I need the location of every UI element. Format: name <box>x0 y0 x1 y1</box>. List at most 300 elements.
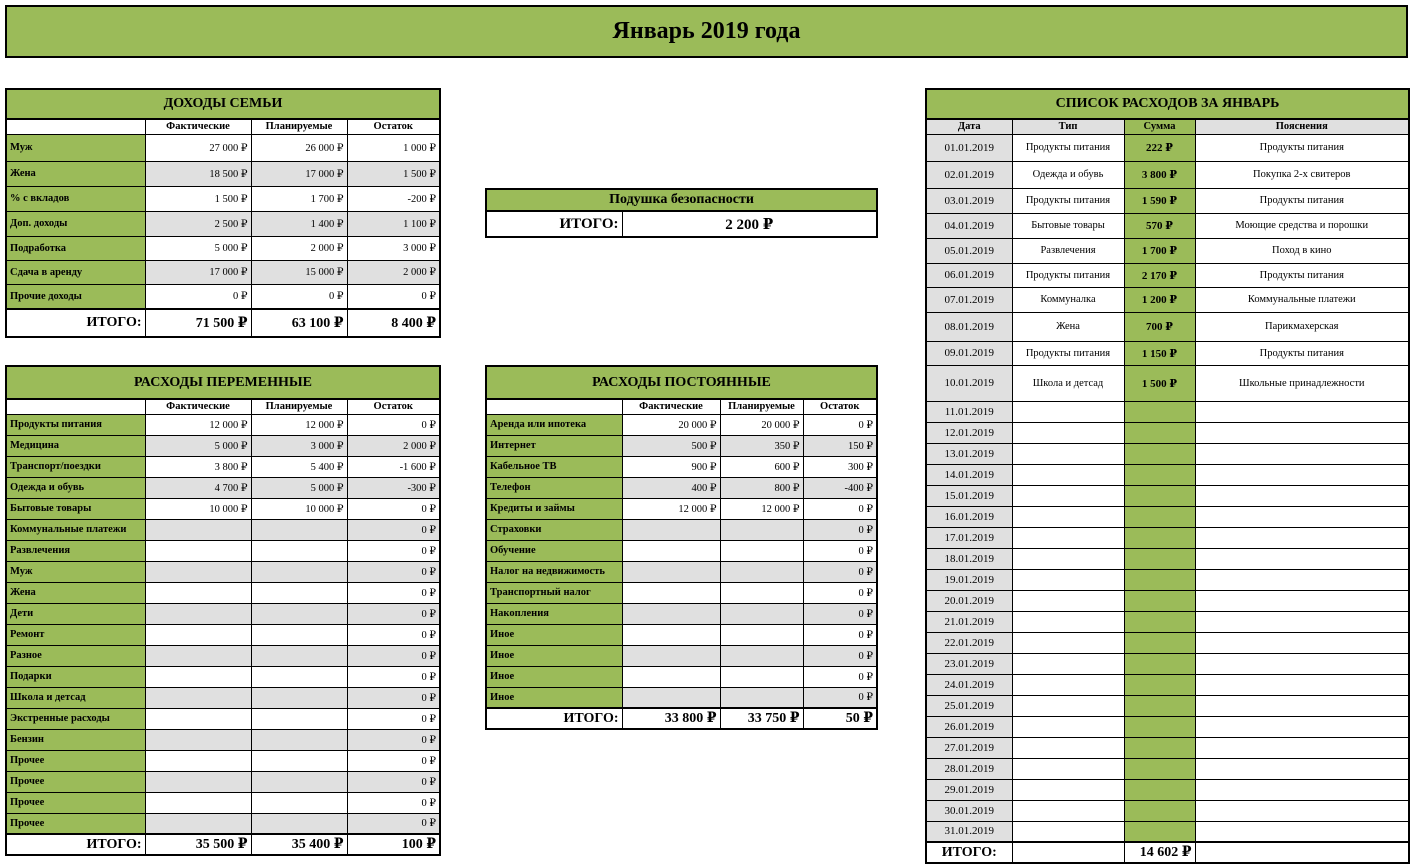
plan-cell[interactable] <box>720 687 803 708</box>
rest-cell: 300 ₽ <box>803 456 877 477</box>
sum-cell[interactable] <box>1124 800 1195 821</box>
row-label: Развлечения <box>6 540 145 561</box>
type-cell[interactable] <box>1012 464 1124 485</box>
plan-cell[interactable]: 12 000 ₽ <box>251 414 347 435</box>
column-header: Сумма <box>1124 119 1195 134</box>
date-cell: 31.01.2019 <box>926 821 1012 842</box>
rest-cell: 0 ₽ <box>347 708 440 729</box>
note-cell[interactable] <box>1195 800 1409 821</box>
fact-cell[interactable]: 17 000 ₽ <box>145 260 251 284</box>
fact-cell[interactable] <box>145 792 251 813</box>
fact-cell[interactable]: 500 ₽ <box>622 435 720 456</box>
note-cell[interactable] <box>1195 737 1409 758</box>
note-cell[interactable] <box>1195 674 1409 695</box>
plan-cell[interactable]: 15 000 ₽ <box>251 260 347 284</box>
list-item <box>926 758 1409 779</box>
rest-cell: 0 ₽ <box>347 582 440 603</box>
fact-cell[interactable]: 27 000 ₽ <box>145 134 251 161</box>
sum-cell[interactable] <box>1124 485 1195 506</box>
rest-cell: 0 ₽ <box>347 750 440 771</box>
column-header: Пояснения <box>1195 119 1409 134</box>
list-item <box>926 188 1409 213</box>
note-cell[interactable] <box>1195 422 1409 443</box>
plan-cell[interactable] <box>720 645 803 666</box>
note-cell[interactable] <box>1195 464 1409 485</box>
plan-cell[interactable] <box>720 540 803 561</box>
row-label: Жена <box>6 582 145 603</box>
total-label: ИТОГО: <box>926 842 1012 863</box>
sum-cell[interactable] <box>1124 464 1195 485</box>
cushion-total-value[interactable]: 2 200 ₽ <box>622 211 877 237</box>
plan-cell[interactable]: 2 000 ₽ <box>251 236 347 260</box>
fact-cell[interactable] <box>145 540 251 561</box>
note-cell[interactable] <box>1195 485 1409 506</box>
row-label: Подработка <box>6 236 145 260</box>
note-cell[interactable] <box>1195 401 1409 422</box>
type-cell[interactable] <box>1012 737 1124 758</box>
plan-cell[interactable] <box>251 813 347 834</box>
fact-cell[interactable] <box>145 561 251 582</box>
fact-cell[interactable] <box>145 708 251 729</box>
sum-cell[interactable] <box>1124 758 1195 779</box>
column-header: Планируемые <box>720 399 803 414</box>
fact-cell[interactable] <box>622 582 720 603</box>
table-row <box>6 603 440 624</box>
plan-cell[interactable] <box>251 792 347 813</box>
type-cell[interactable] <box>1012 632 1124 653</box>
sum-cell[interactable]: 1 150 ₽ <box>1124 341 1195 365</box>
note-cell[interactable] <box>1195 653 1409 674</box>
plan-cell[interactable] <box>720 519 803 540</box>
type-cell[interactable] <box>1012 527 1124 548</box>
note-cell[interactable]: Продукты питания <box>1195 134 1409 161</box>
plan-cell[interactable]: 800 ₽ <box>720 477 803 498</box>
plan-cell[interactable] <box>251 666 347 687</box>
fact-cell[interactable]: 10 000 ₽ <box>145 498 251 519</box>
type-cell[interactable] <box>1012 443 1124 464</box>
plan-cell[interactable] <box>251 603 347 624</box>
rest-cell: 0 ₽ <box>347 729 440 750</box>
table-row <box>6 771 440 792</box>
sum-cell[interactable] <box>1124 716 1195 737</box>
list-item <box>926 506 1409 527</box>
note-cell[interactable] <box>1195 611 1409 632</box>
type-cell[interactable]: Бытовые товары <box>1012 213 1124 238</box>
note-cell[interactable]: Покупка 2-х свитеров <box>1195 161 1409 188</box>
row-label: Страховки <box>486 519 622 540</box>
list-item <box>926 779 1409 800</box>
note-cell[interactable] <box>1195 632 1409 653</box>
date-cell: 27.01.2019 <box>926 737 1012 758</box>
date-cell: 21.01.2019 <box>926 611 1012 632</box>
rest-cell: 0 ₽ <box>803 666 877 687</box>
total-plan: 63 100 ₽ <box>251 309 347 337</box>
row-label: Интернет <box>486 435 622 456</box>
note-cell[interactable] <box>1195 590 1409 611</box>
table-row <box>6 284 440 309</box>
table-row <box>6 792 440 813</box>
fact-cell[interactable]: 3 800 ₽ <box>145 456 251 477</box>
type-cell[interactable] <box>1012 821 1124 842</box>
type-cell[interactable] <box>1012 506 1124 527</box>
date-cell: 24.01.2019 <box>926 674 1012 695</box>
date-cell: 04.01.2019 <box>926 213 1012 238</box>
table-row <box>6 729 440 750</box>
rest-cell: 0 ₽ <box>803 687 877 708</box>
row-label: Экстренные расходы <box>6 708 145 729</box>
plan-cell[interactable]: 1 400 ₽ <box>251 211 347 236</box>
plan-cell[interactable] <box>251 645 347 666</box>
sum-cell[interactable] <box>1124 674 1195 695</box>
table-row <box>6 161 440 186</box>
column-header: Планируемые <box>251 399 347 414</box>
fact-cell[interactable]: 12 000 ₽ <box>145 414 251 435</box>
type-cell[interactable]: Продукты питания <box>1012 134 1124 161</box>
column-header: Тип <box>1012 119 1124 134</box>
note-cell[interactable]: Парикмахерская <box>1195 312 1409 341</box>
table-row <box>486 582 877 603</box>
sum-cell[interactable]: 3 800 ₽ <box>1124 161 1195 188</box>
column-header: Остаток <box>803 399 877 414</box>
fact-cell[interactable] <box>145 666 251 687</box>
list-item <box>926 312 1409 341</box>
row-label: Аренда или ипотека <box>486 414 622 435</box>
fact-cell[interactable]: 4 700 ₽ <box>145 477 251 498</box>
table-row <box>6 813 440 834</box>
fact-cell[interactable]: 400 ₽ <box>622 477 720 498</box>
date-cell: 23.01.2019 <box>926 653 1012 674</box>
column-header: Дата <box>926 119 1012 134</box>
row-label: % с вкладов <box>6 186 145 211</box>
fixed-header: РАСХОДЫ ПОСТОЯННЫЕ <box>486 366 877 399</box>
rest-cell: 0 ₽ <box>347 687 440 708</box>
table-row <box>6 134 440 161</box>
date-cell: 26.01.2019 <box>926 716 1012 737</box>
fact-cell[interactable]: 2 500 ₽ <box>145 211 251 236</box>
list-item <box>926 548 1409 569</box>
plan-cell[interactable]: 600 ₽ <box>720 456 803 477</box>
sum-cell[interactable]: 222 ₽ <box>1124 134 1195 161</box>
plan-cell[interactable]: 26 000 ₽ <box>251 134 347 161</box>
rest-cell: 2 000 ₽ <box>347 435 440 456</box>
rest-cell: -300 ₽ <box>347 477 440 498</box>
sum-cell[interactable] <box>1124 443 1195 464</box>
rest-cell: 0 ₽ <box>347 498 440 519</box>
sum-cell[interactable] <box>1124 422 1195 443</box>
fact-cell[interactable] <box>145 519 251 540</box>
sum-cell[interactable] <box>1124 527 1195 548</box>
row-label: Одежда и обувь <box>6 477 145 498</box>
plan-cell[interactable] <box>251 519 347 540</box>
rest-cell: 0 ₽ <box>347 771 440 792</box>
list-item <box>926 569 1409 590</box>
sum-cell[interactable]: 1 500 ₽ <box>1124 365 1195 401</box>
note-cell[interactable] <box>1195 716 1409 737</box>
rest-cell: 0 ₽ <box>803 498 877 519</box>
total-rest: 50 ₽ <box>803 708 877 729</box>
row-label: Бытовые товары <box>6 498 145 519</box>
fact-cell[interactable]: 0 ₽ <box>145 284 251 309</box>
fact-cell[interactable]: 900 ₽ <box>622 456 720 477</box>
sum-cell[interactable] <box>1124 506 1195 527</box>
table-row <box>6 477 440 498</box>
rest-cell: 1 100 ₽ <box>347 211 440 236</box>
list-item <box>926 674 1409 695</box>
sum-cell[interactable] <box>1124 821 1195 842</box>
sum-cell[interactable] <box>1124 401 1195 422</box>
cushion-table <box>485 188 878 238</box>
table-row <box>6 645 440 666</box>
column-header: Планируемые <box>251 119 347 134</box>
row-label: Иное <box>486 687 622 708</box>
fact-cell[interactable] <box>145 750 251 771</box>
plan-cell[interactable]: 350 ₽ <box>720 435 803 456</box>
fact-cell[interactable] <box>622 540 720 561</box>
note-cell[interactable] <box>1195 779 1409 800</box>
type-cell[interactable]: Коммуналка <box>1012 287 1124 312</box>
fact-cell[interactable]: 5 000 ₽ <box>145 435 251 456</box>
list-item <box>926 365 1409 401</box>
type-cell[interactable]: Жена <box>1012 312 1124 341</box>
date-cell: 29.01.2019 <box>926 779 1012 800</box>
fact-cell[interactable] <box>622 666 720 687</box>
list-item <box>926 134 1409 161</box>
plan-cell[interactable] <box>251 729 347 750</box>
row-label: Иное <box>486 624 622 645</box>
type-cell[interactable]: Одежда и обувь <box>1012 161 1124 188</box>
type-cell[interactable] <box>1012 611 1124 632</box>
rest-cell: 0 ₽ <box>347 645 440 666</box>
row-label: Ремонт <box>6 624 145 645</box>
note-cell[interactable]: Продукты питания <box>1195 263 1409 287</box>
type-cell[interactable] <box>1012 401 1124 422</box>
table-row <box>486 456 877 477</box>
note-cell[interactable]: Поход в кино <box>1195 238 1409 263</box>
fact-cell[interactable] <box>622 687 720 708</box>
plan-cell[interactable] <box>251 540 347 561</box>
plan-cell[interactable]: 20 000 ₽ <box>720 414 803 435</box>
row-label: Налог на недвижимость <box>486 561 622 582</box>
date-cell: 11.01.2019 <box>926 401 1012 422</box>
rest-cell: 0 ₽ <box>347 519 440 540</box>
note-cell[interactable] <box>1195 821 1409 842</box>
plan-cell[interactable] <box>720 603 803 624</box>
fact-cell[interactable] <box>145 729 251 750</box>
note-cell[interactable] <box>1195 548 1409 569</box>
type-cell[interactable] <box>1012 716 1124 737</box>
note-cell[interactable]: Продукты питания <box>1195 188 1409 213</box>
sum-cell[interactable] <box>1124 569 1195 590</box>
note-cell[interactable] <box>1195 695 1409 716</box>
table-row <box>6 561 440 582</box>
row-label: Продукты питания <box>6 414 145 435</box>
type-cell[interactable]: Развлечения <box>1012 238 1124 263</box>
list-item <box>926 443 1409 464</box>
list-item <box>926 632 1409 653</box>
sum-cell[interactable]: 570 ₽ <box>1124 213 1195 238</box>
note-cell[interactable] <box>1195 527 1409 548</box>
table-row <box>6 236 440 260</box>
plan-cell[interactable] <box>251 708 347 729</box>
table-row <box>486 603 877 624</box>
note-cell[interactable] <box>1195 443 1409 464</box>
fact-cell[interactable] <box>622 645 720 666</box>
date-cell: 08.01.2019 <box>926 312 1012 341</box>
plan-cell[interactable] <box>251 771 347 792</box>
fact-cell[interactable] <box>145 687 251 708</box>
table-row <box>6 582 440 603</box>
fact-cell[interactable] <box>145 645 251 666</box>
sum-cell[interactable]: 2 170 ₽ <box>1124 263 1195 287</box>
date-cell: 01.01.2019 <box>926 134 1012 161</box>
note-cell[interactable]: Коммунальные платежи <box>1195 287 1409 312</box>
plan-cell[interactable] <box>251 582 347 603</box>
rest-cell: 0 ₽ <box>803 582 877 603</box>
fact-cell[interactable]: 5 000 ₽ <box>145 236 251 260</box>
type-cell[interactable] <box>1012 758 1124 779</box>
plan-cell[interactable] <box>720 582 803 603</box>
total-plan: 35 400 ₽ <box>251 834 347 855</box>
table-row <box>486 498 877 519</box>
fact-cell[interactable] <box>145 624 251 645</box>
plan-cell[interactable]: 17 000 ₽ <box>251 161 347 186</box>
table-row <box>486 666 877 687</box>
note-cell[interactable]: Моющие средства и порошки <box>1195 213 1409 238</box>
fact-cell[interactable]: 1 500 ₽ <box>145 186 251 211</box>
page-title: Январь 2019 года <box>5 5 1408 58</box>
plan-cell[interactable]: 5 000 ₽ <box>251 477 347 498</box>
fact-cell[interactable]: 20 000 ₽ <box>622 414 720 435</box>
list-item <box>926 485 1409 506</box>
fact-cell[interactable] <box>145 771 251 792</box>
sum-cell[interactable] <box>1124 653 1195 674</box>
rest-cell: 2 000 ₽ <box>347 260 440 284</box>
row-label: Доп. доходы <box>6 211 145 236</box>
date-cell: 10.01.2019 <box>926 365 1012 401</box>
type-cell[interactable] <box>1012 485 1124 506</box>
cushion-header: Подушка безопасности <box>486 189 877 211</box>
type-cell[interactable] <box>1012 695 1124 716</box>
sum-cell[interactable] <box>1124 548 1195 569</box>
rest-cell: 0 ₽ <box>803 540 877 561</box>
type-cell[interactable] <box>1012 569 1124 590</box>
fact-cell[interactable]: 18 500 ₽ <box>145 161 251 186</box>
plan-cell[interactable] <box>251 561 347 582</box>
type-cell[interactable] <box>1012 653 1124 674</box>
type-cell[interactable]: Продукты питания <box>1012 341 1124 365</box>
plan-cell[interactable] <box>251 624 347 645</box>
sum-cell[interactable]: 700 ₽ <box>1124 312 1195 341</box>
rest-cell: -400 ₽ <box>803 477 877 498</box>
fact-cell[interactable] <box>622 561 720 582</box>
sum-cell[interactable]: 1 200 ₽ <box>1124 287 1195 312</box>
type-cell[interactable]: Продукты питания <box>1012 263 1124 287</box>
note-cell[interactable]: Продукты питания <box>1195 341 1409 365</box>
date-cell: 30.01.2019 <box>926 800 1012 821</box>
fact-cell[interactable] <box>145 603 251 624</box>
fact-cell[interactable] <box>622 624 720 645</box>
plan-cell[interactable]: 10 000 ₽ <box>251 498 347 519</box>
rest-cell: 150 ₽ <box>803 435 877 456</box>
sum-cell[interactable]: 1 700 ₽ <box>1124 238 1195 263</box>
sum-cell[interactable] <box>1124 632 1195 653</box>
plan-cell[interactable]: 0 ₽ <box>251 284 347 309</box>
list-item <box>926 611 1409 632</box>
list-item <box>926 695 1409 716</box>
plan-cell[interactable] <box>720 624 803 645</box>
fact-cell[interactable] <box>145 813 251 834</box>
note-cell[interactable]: Школьные принадлежности <box>1195 365 1409 401</box>
plan-cell[interactable]: 12 000 ₽ <box>720 498 803 519</box>
row-label: Муж <box>6 134 145 161</box>
fact-cell[interactable] <box>145 582 251 603</box>
list-item <box>926 238 1409 263</box>
list-item <box>926 590 1409 611</box>
row-label: Прочие доходы <box>6 284 145 309</box>
plan-cell[interactable] <box>251 687 347 708</box>
row-label: Обучение <box>486 540 622 561</box>
row-label: Коммунальные платежи <box>6 519 145 540</box>
fact-cell[interactable] <box>622 603 720 624</box>
fact-cell[interactable] <box>622 519 720 540</box>
rest-cell: 0 ₽ <box>347 540 440 561</box>
type-cell[interactable]: Школа и детсад <box>1012 365 1124 401</box>
rest-cell: 0 ₽ <box>803 561 877 582</box>
type-cell[interactable] <box>1012 800 1124 821</box>
row-label: Кредиты и займы <box>486 498 622 519</box>
fact-cell[interactable]: 12 000 ₽ <box>622 498 720 519</box>
column-header-blank <box>6 399 145 414</box>
sum-cell[interactable]: 1 590 ₽ <box>1124 188 1195 213</box>
type-cell[interactable] <box>1012 548 1124 569</box>
type-cell[interactable] <box>1012 590 1124 611</box>
total-fact: 33 800 ₽ <box>622 708 720 729</box>
column-header: Фактические <box>622 399 720 414</box>
date-cell: 20.01.2019 <box>926 590 1012 611</box>
sum-cell[interactable] <box>1124 611 1195 632</box>
row-label: Транспорт/поездки <box>6 456 145 477</box>
sum-cell[interactable] <box>1124 695 1195 716</box>
rest-cell: 0 ₽ <box>347 414 440 435</box>
date-cell: 16.01.2019 <box>926 506 1012 527</box>
sum-cell[interactable] <box>1124 590 1195 611</box>
table-row <box>486 687 877 708</box>
plan-cell[interactable] <box>720 666 803 687</box>
table-row <box>486 561 877 582</box>
plan-cell[interactable]: 1 700 ₽ <box>251 186 347 211</box>
plan-cell[interactable]: 3 000 ₽ <box>251 435 347 456</box>
type-cell[interactable]: Продукты питания <box>1012 188 1124 213</box>
type-cell[interactable] <box>1012 422 1124 443</box>
rest-cell: 0 ₽ <box>803 414 877 435</box>
plan-cell[interactable] <box>720 561 803 582</box>
sum-cell[interactable] <box>1124 737 1195 758</box>
type-cell[interactable] <box>1012 674 1124 695</box>
sum-cell[interactable] <box>1124 779 1195 800</box>
variable-header: РАСХОДЫ ПЕРЕМЕННЫЕ <box>6 366 440 399</box>
note-cell[interactable] <box>1195 758 1409 779</box>
date-cell: 12.01.2019 <box>926 422 1012 443</box>
rest-cell: 0 ₽ <box>803 603 877 624</box>
plan-cell[interactable]: 5 400 ₽ <box>251 456 347 477</box>
note-cell[interactable] <box>1195 569 1409 590</box>
date-cell: 22.01.2019 <box>926 632 1012 653</box>
list-item <box>926 464 1409 485</box>
type-cell[interactable] <box>1012 779 1124 800</box>
plan-cell[interactable] <box>251 750 347 771</box>
note-cell[interactable] <box>1195 506 1409 527</box>
expense-list-table <box>925 88 1410 864</box>
